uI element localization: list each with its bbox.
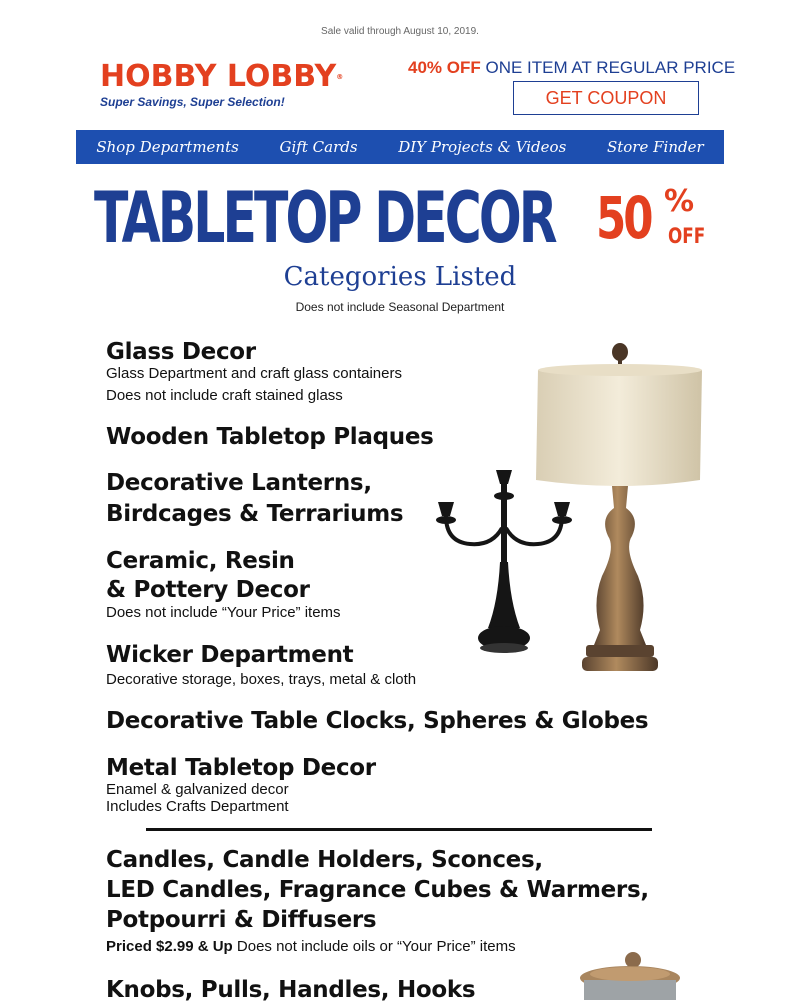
registered-mark: ® <box>336 73 344 81</box>
categories-exclusion-note: Does not include Seasonal Department <box>295 300 505 314</box>
nav-diy-projects-videos[interactable]: DIY Projects & Videos <box>398 138 567 156</box>
nav-shop-departments[interactable]: Shop Departments <box>96 138 239 156</box>
category-metal-desc: Enamel & galvanized decor <box>106 781 289 798</box>
galvanized-canister-image[interactable] <box>570 950 690 1000</box>
discount-badge <box>596 184 706 252</box>
get-coupon-button[interactable]: GET COUPON <box>513 81 699 115</box>
category-knobs-title[interactable]: Knobs, Pulls, Handles, Hooks <box>106 977 476 1003</box>
logo-text: HOBBY LOBBY <box>100 59 337 94</box>
logo-tagline: Super Savings, Super Selection! <box>100 95 285 109</box>
main-nav-bar <box>76 130 724 164</box>
hobby-lobby-logo[interactable] <box>100 60 343 94</box>
sale-headline: TABLETOP DECOR <box>94 177 555 259</box>
nav-store-finder[interactable]: Store Finder <box>606 138 704 156</box>
category-glass-decor-desc: Glass Department and craft glass containers <box>106 365 402 382</box>
categories-title: Categories Listed <box>283 262 517 292</box>
category-candles-price: Priced $2.99 & Up <box>106 938 233 955</box>
category-lanterns-title-line1[interactable]: Decorative Lanterns, <box>106 470 372 496</box>
promo-percent-off: 40% OFF <box>408 58 481 77</box>
discount-percent-sign: % <box>664 184 695 219</box>
candelabra-image[interactable] <box>434 462 574 656</box>
category-wooden-plaques-title[interactable]: Wooden Tabletop Plaques <box>106 424 434 450</box>
category-glass-decor-exclusion: Does not include craft stained glass <box>106 387 343 404</box>
sale-validity-note: Sale valid through August 10, 2019. <box>321 26 479 37</box>
promo-description: ONE ITEM AT REGULAR PRICE <box>480 58 736 77</box>
category-clocks-title[interactable]: Decorative Table Clocks, Spheres & Globes <box>106 708 649 734</box>
category-candles-title-line2[interactable]: LED Candles, Fragrance Cubes & Warmers, <box>106 877 649 903</box>
coupon-promo-text <box>408 58 735 78</box>
category-ceramic-title-line2[interactable]: & Pottery Decor <box>106 577 310 603</box>
category-wicker-title[interactable]: Wicker Department <box>106 642 354 668</box>
section-divider <box>146 828 652 831</box>
category-candles-exclusion: Does not include oils or “Your Price” items <box>232 938 516 955</box>
category-wicker-desc: Decorative storage, boxes, trays, metal & cloth <box>106 671 417 688</box>
category-glass-decor-title[interactable]: Glass Decor <box>106 339 256 365</box>
discount-number: 50 <box>596 184 651 252</box>
category-metal-includes: Includes Crafts Department <box>106 798 289 815</box>
category-candles-price-line <box>106 937 516 957</box>
category-lanterns-title-line2[interactable]: Birdcages & Terrariums <box>106 501 404 527</box>
category-ceramic-exclusion: Does not include “Your Price” items <box>106 604 341 621</box>
nav-gift-cards[interactable]: Gift Cards <box>279 138 358 156</box>
discount-off-label: OFF <box>668 224 706 248</box>
category-candles-title-line1[interactable]: Candles, Candle Holders, Sconces, <box>106 847 543 873</box>
category-ceramic-title-line1[interactable]: Ceramic, Resin <box>106 548 295 574</box>
category-candles-title-line3[interactable]: Potpourri & Diffusers <box>106 907 377 933</box>
category-metal-title[interactable]: Metal Tabletop Decor <box>106 755 376 781</box>
